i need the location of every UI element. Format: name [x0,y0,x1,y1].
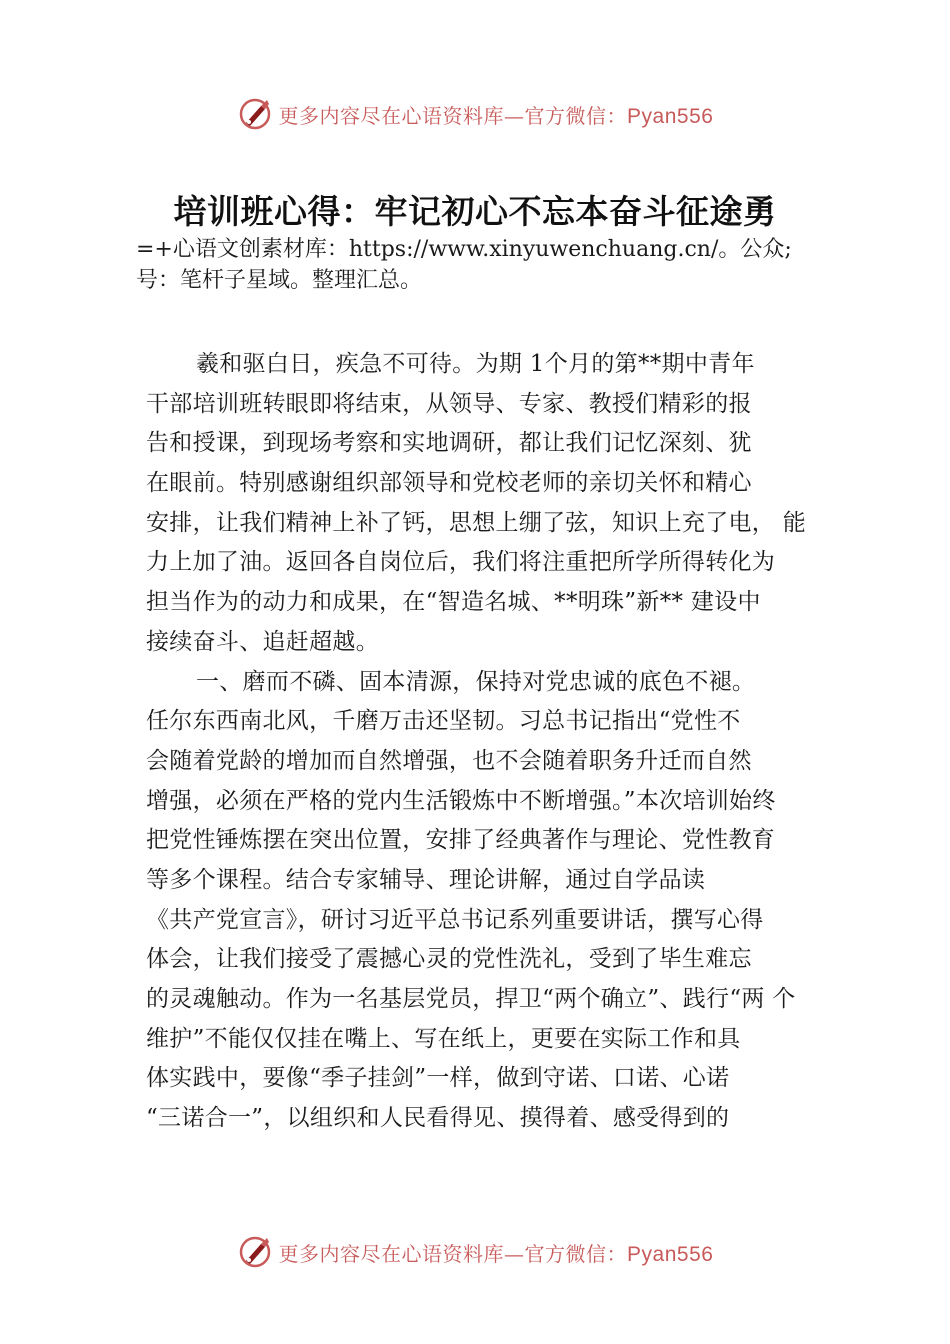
banner-label: 更多内容尽在心语资料库—官方微信： [278,103,628,128]
paragraph-line: 等多个课程。结合专家辅导、理论讲解，通过自学品读 [146,866,706,893]
source-line: 号：笔杆子星域。整理汇总。 [136,268,423,293]
banner-text [279,100,714,129]
paragraph-line: 干部培训班转眼即将结束，从领导、专家、教授们精彩的报 [146,390,752,417]
paragraph-line: 羲和驱白日，疾急不可待。为期 1个月的第**期中青年 [196,351,755,377]
paragraph-line: 接续奋斗、追赶超越。 [146,628,379,655]
paragraph-line: 把党性锤炼摆在突出位置，安排了经典著作与理论、党性教育 [146,827,776,854]
banner-handle: Pyan556 [627,1242,714,1266]
document-title: 培训班心得：牢记初心不忘本奋斗征途勇 [173,192,777,231]
paragraph-line: “三诺合一”，以组织和人民看得见、摸得着、感受得到的 [146,1105,730,1132]
source-note [136,234,836,296]
document-body [146,345,818,1139]
pen-logo-icon [237,1234,273,1270]
paragraph-line: 会随着党龄的增加而自然增强，也不会随着职务升迁而自然 [146,747,752,774]
paragraph-line: 担当作为的动力和成果，在“智造名城、**明珠”新** 建设中 [146,589,761,616]
header-banner [0,94,950,134]
footer-banner [0,1232,950,1272]
section-heading-line: 一、磨而不磷、固本清源，保持对党忠诚的底色不褪。 [196,668,756,695]
paragraph-line: 《共产党宣言》，研讨习近平总书记系列重要讲话，撰写心得 [146,906,764,933]
banner-handle: Pyan556 [627,104,714,128]
banner-text [279,1238,714,1267]
paragraph-line: 任尔东西南北风，千磨万击还坚韧。习总书记指出“党性不 [146,708,741,735]
paragraph-line: 在眼前。特别感谢组织部领导和党校老师的亲切关怀和精心 [146,470,752,497]
paragraph-line: 体会，让我们接受了震撼心灵的党性洗礼，受到了毕生难忘 [146,946,752,973]
banner-label: 更多内容尽在心语资料库—官方微信： [278,1241,628,1266]
paragraph-line: 增强，必须在严格的党内生活锻炼中不断增强。”本次培训始终 [146,787,776,814]
paragraph-line: 维护”不能仅仅挂在嘴上、写在纸上，更要在实际工作和具 [146,1025,741,1052]
source-line: =+心语文创素材库：https://www.xinyuwenchuang.cn/。公众; [136,237,792,262]
paragraph-line: 的灵魂触动。作为一名基层党员，捍卫“两个确立”、践行“两 个 [146,986,796,1012]
pen-logo-icon [237,96,273,132]
paragraph-line: 告和授课，到现场考察和实地调研，都让我们记忆深刻、犹 [146,430,752,457]
paragraph-line: 体实践中，要像“季子挂剑”一样，做到守诺、口诺、心诺 [146,1065,730,1092]
paragraph-line: 力上加了油。返回各自岗位后，我们将注重把所学所得转化为 [146,549,776,576]
paragraph-line: 安排，让我们精神上补了钙，思想上绷了弦，知识上充了电， 能 [146,509,807,536]
